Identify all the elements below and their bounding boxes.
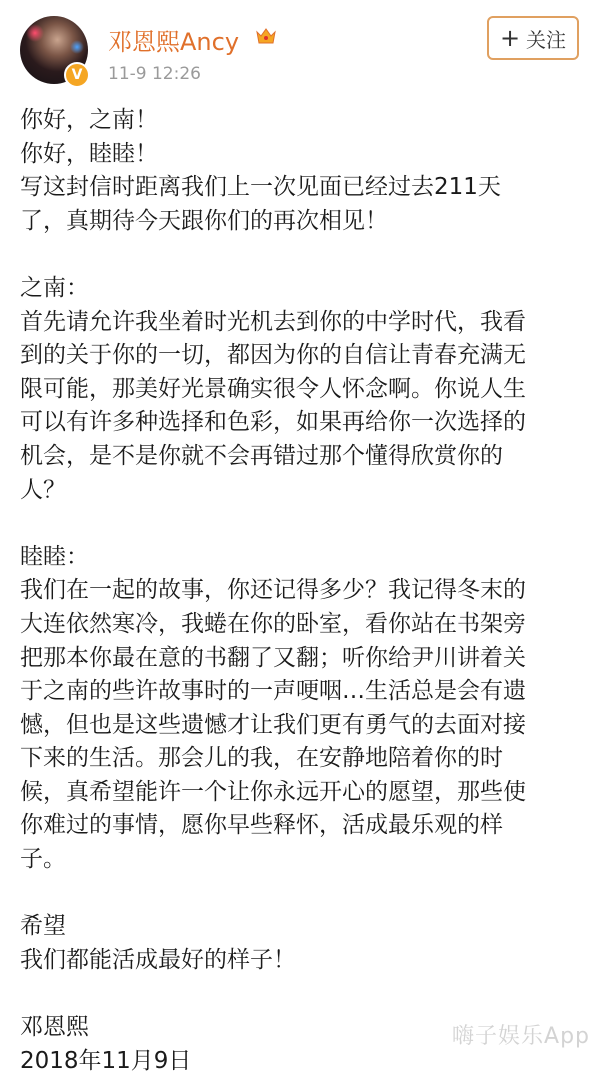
body-text-line: 你难过的事情，愿你早些释怀，活成最乐观的样 — [20, 812, 503, 839]
body-text-line: 到的关于你的一切，都因为你的自信让青春充满无 — [20, 342, 526, 369]
body-text-line: 憾，但也是这些遗憾才让我们更有勇气的去面对接 — [20, 711, 526, 738]
body-text-line: 写这封信时距离我们上一次见面已经过去211天 — [20, 174, 501, 201]
body-text-line: 你好，之南！ — [20, 107, 158, 133]
body-text-line: 下来的生活。那会儿的我，在安静地陪着你的时 — [20, 745, 503, 772]
body-text-line: 2018年11月9日 — [20, 1047, 192, 1074]
body-text-line: 我们在一起的故事，你还记得多少？我记得冬末的 — [20, 577, 526, 604]
body-text-line: 之南： — [20, 274, 89, 301]
body-text-line: 候，真希望能许一个让你永远开心的愿望，那些使 — [20, 778, 526, 805]
post-timestamp: 11-9 12:26 — [108, 64, 201, 84]
body-text-line: 你好，睦睦！ — [20, 140, 158, 167]
follow-button[interactable] — [487, 16, 579, 60]
post-body — [20, 104, 588, 1078]
username[interactable]: 邓恩熙Ancy — [108, 28, 240, 56]
body-text-line: 希望 — [20, 913, 66, 940]
body-text-line: 子。 — [20, 846, 66, 873]
post-header — [0, 0, 600, 96]
body-text-line: 可以有许多种选择和色彩，如果再给你一次选择的 — [20, 409, 526, 436]
watermark: 嗨子娱乐App — [452, 1024, 590, 1049]
body-text-line: 睦睦： — [20, 543, 89, 570]
follow-button-label: 关注 — [526, 27, 567, 52]
body-text-line: 邓恩熙 — [20, 1014, 89, 1041]
body-text-line: 限可能，那美好光景确实很令人怀念啊。你说人生 — [20, 375, 526, 402]
verified-badge-icon: V — [64, 62, 90, 88]
body-text-line: 人？ — [20, 476, 66, 503]
blank-line — [20, 238, 588, 272]
body-text-line: 首先请允许我坐着时光机去到你的中学时代，我看 — [20, 308, 526, 335]
body-text-line: 大连依然寒冷，我蜷在你的卧室，看你站在书架旁 — [20, 610, 526, 637]
body-text-line: 机会，是不是你就不会再错过那个懂得欣赏你的 — [20, 442, 503, 469]
blank-line — [20, 977, 588, 1011]
body-text-line: 我们都能活成最好的样子！ — [20, 946, 296, 973]
body-text-line: 了，真期待今天跟你们的再次相见！ — [20, 207, 388, 234]
body-text-line: 于之南的些许故事时的一声哽咽…生活总是会有遗 — [20, 678, 526, 705]
plus-icon: + — [499, 24, 521, 52]
blank-line — [20, 877, 588, 911]
body-text-line: 把那本你最在意的书翻了又翻；听你给尹川讲着关 — [20, 644, 526, 671]
vip-crown-icon — [254, 24, 278, 48]
blank-line — [20, 507, 588, 541]
